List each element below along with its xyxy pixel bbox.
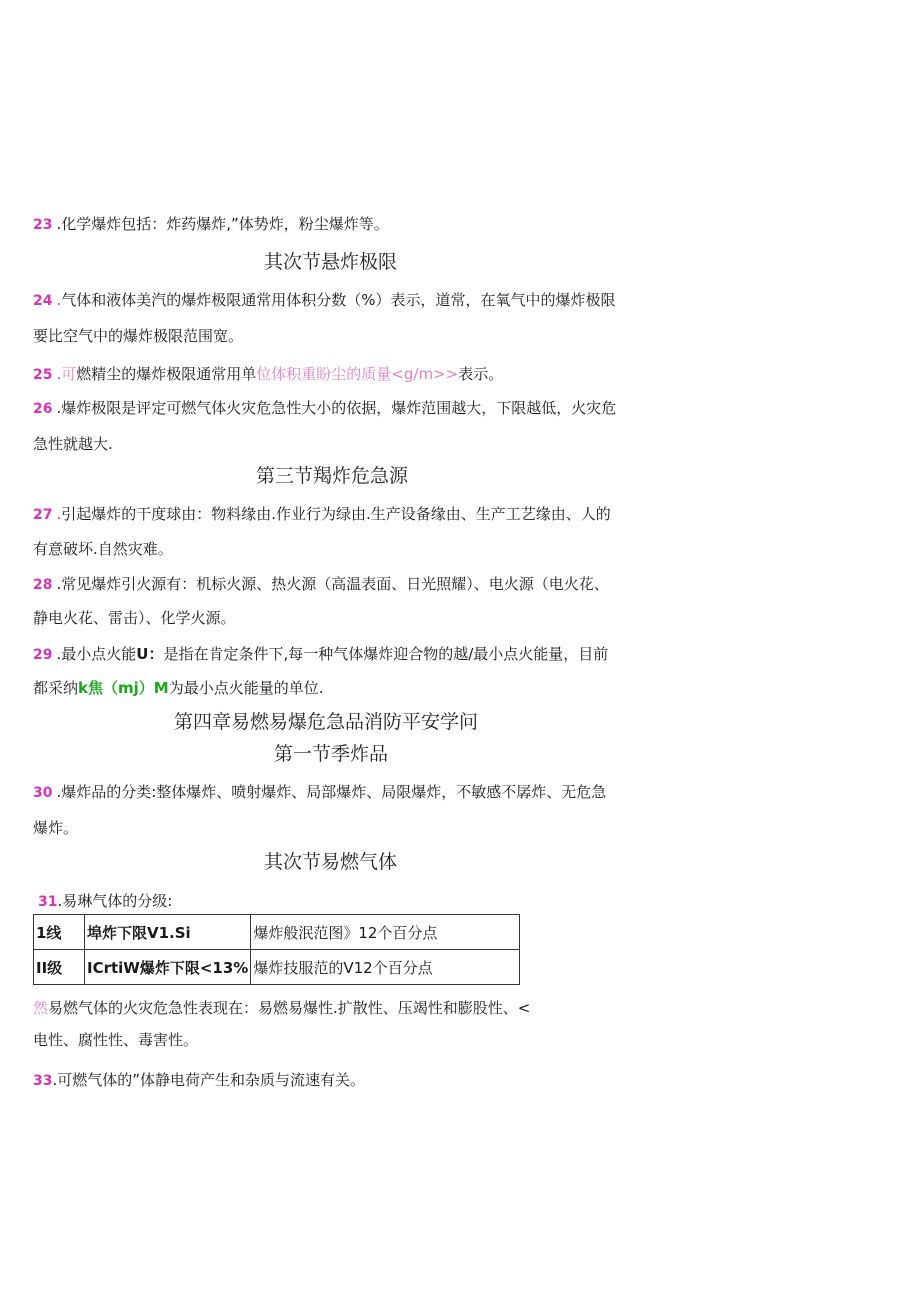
item-text-unit: k焦（mj）M [78, 679, 169, 697]
item-dot: . [56, 505, 62, 523]
item-number: 25 [33, 367, 53, 383]
item-30 [33, 782, 606, 803]
item-text-part: 都采纳 [33, 679, 79, 697]
item-30-line2: 爆炸。 [33, 819, 79, 837]
item-26 [33, 398, 616, 419]
item-27-line2: 有意破坏.自然灾难。 [33, 540, 173, 558]
item-text: 易燃气体的火灾危急性表现在：易燃易爆性.扩散性、压竭性和膨股性、< [48, 999, 531, 1017]
item-text: 气体和液体美汽的爆炸极限通常用体积分数（%）表示，道常，在氧气中的爆炸极限 [61, 291, 616, 309]
item-text: .易琳气体的分级: [57, 892, 173, 910]
item-text-part: 是指在肯定条件下,每一种气体爆炸迎合物的越/最小点火能量，目前 [163, 645, 609, 663]
item-text: 引起爆炸的干度球由：物料缘由.作业行为绿由.生产设备缘由、生产工艺缘由、人的 [61, 505, 611, 523]
gas-classification-table [33, 914, 520, 985]
item-text: .常见爆炸引火源有：机标火源、热火源（高温表面、日光照耀）、电火源（电火花、 [56, 575, 609, 593]
chapter-heading-4: 第四章易燃易爆危急品消防平安学问 [174, 711, 479, 733]
item-28 [33, 574, 609, 595]
item-number: 31 [38, 894, 58, 910]
item-27 [33, 504, 611, 525]
item-text-part: .最小点火能 [56, 645, 137, 663]
item-text-highlight: 位体积重盼尘的质量<g/m>> [256, 365, 459, 383]
item-24-line2: 要比空气中的爆炸极限范围宽。 [33, 327, 244, 345]
item-26-line2: 急性就越大. [33, 435, 113, 453]
item-number: 24 [33, 293, 53, 309]
item-text-part: 燃精尘的爆炸极限通常用单 [76, 365, 257, 383]
table-cell: II级 [34, 950, 85, 985]
item-25 [33, 364, 503, 385]
section-heading-explosion-limits: 其次节悬炸极限 [264, 251, 398, 273]
item-text-part: 表示。 [458, 365, 504, 383]
section-heading-explosion-hazards: 第三节羯炸危急源 [256, 465, 409, 487]
item-31 [38, 891, 172, 912]
item-lead: 然 [33, 999, 49, 1017]
item-number: 27 [33, 507, 53, 523]
item-text: .可燃气体的”体静电荷产生和杂质与流速有关。 [52, 1071, 366, 1089]
item-number: 30 [33, 785, 53, 801]
item-text: .爆炸品的分类:整体爆炸、喷射爆炸、局部爆炸、局限爆炸，不敏感不孱炸、无危急 [56, 783, 607, 801]
item-29 [33, 644, 608, 665]
item-text: .爆炸极限是评定可燃气体火灾危急性大小的依据，爆炸范围越大，下限越低，火灾危 [56, 399, 617, 417]
item-text-part: 为最小点火能量的单位. [168, 679, 324, 697]
table-row [34, 950, 520, 985]
item-text: .化学爆炸包括：炸药爆炸,”体势炸，粉尘爆炸等。 [56, 215, 389, 233]
item-number: 23 [33, 217, 53, 233]
table-row [34, 915, 520, 950]
table-cell: 1线 [34, 915, 85, 950]
table-cell: 爆炸般泯范图》12个百分点 [251, 915, 520, 950]
section-heading-explosives: 第一节季炸品 [274, 743, 389, 765]
item-dot: . [56, 365, 62, 383]
table-cell: 爆炸技服范的V12个百分点 [251, 950, 520, 985]
table-cell: ICrtiW爆炸下限<13% [85, 950, 251, 985]
item-number: 33 [33, 1073, 53, 1089]
section-heading-flammable-gases: 其次节易燃气体 [264, 851, 398, 873]
item-33 [33, 1070, 365, 1091]
item-23 [33, 214, 389, 235]
item-32 [33, 998, 530, 1018]
item-28-line2: 静电火花、雷击）、化学火源。 [33, 609, 236, 627]
item-24 [33, 290, 616, 311]
item-text-part: 可 [61, 365, 77, 383]
item-32-line2: 电性、腐性性、毒害性。 [33, 1031, 199, 1049]
item-number: 26 [33, 401, 53, 417]
item-dot: . [56, 291, 62, 309]
item-number: 28 [33, 577, 53, 593]
item-text-symbol: U： [136, 645, 164, 663]
item-number: 29 [33, 647, 53, 663]
item-29-line2 [33, 678, 323, 698]
table-cell: 埠炸下限V1.Si [85, 915, 251, 950]
